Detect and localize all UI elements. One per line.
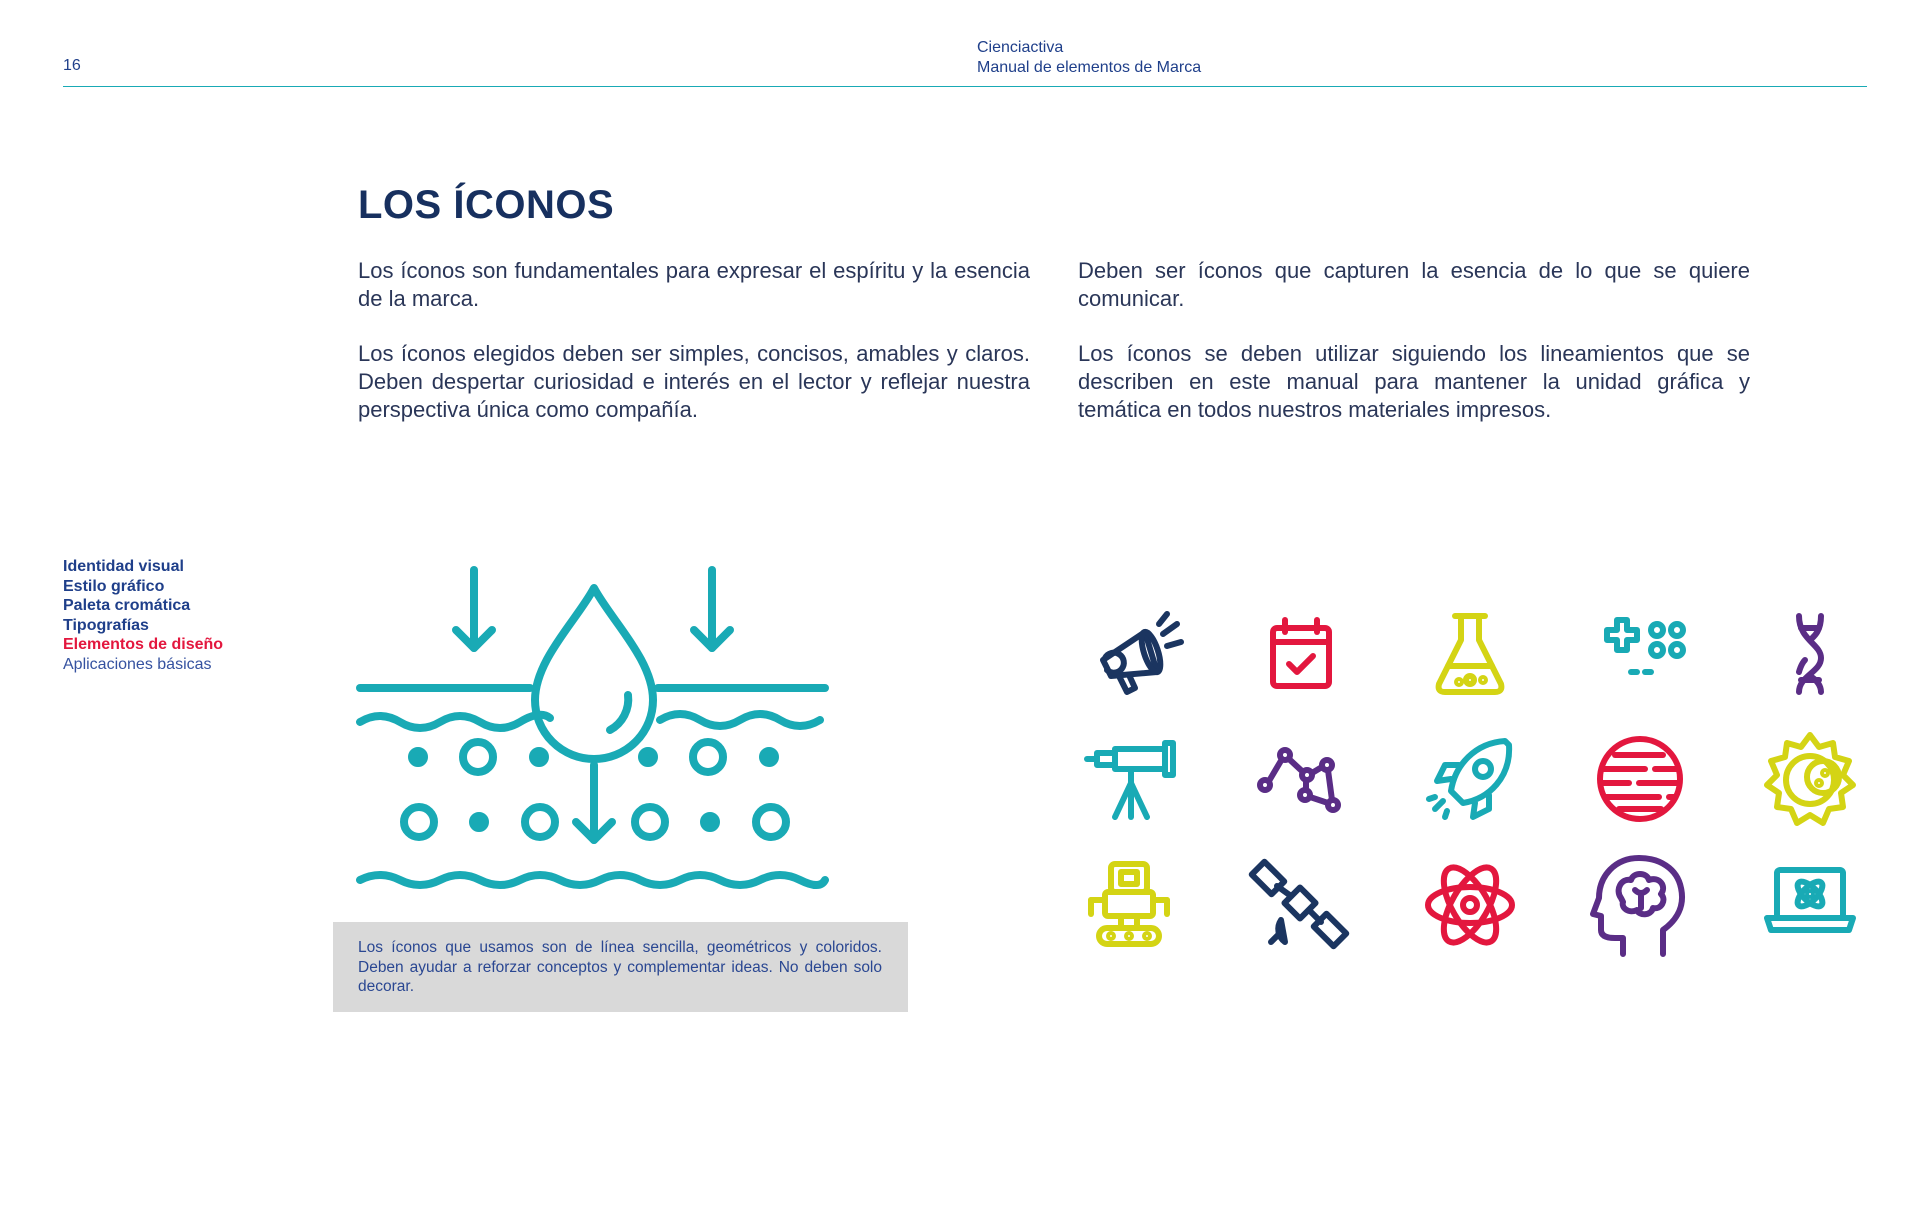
brand-name: Cienciactiva (977, 39, 1064, 56)
constellation-icon (1245, 725, 1355, 835)
right-text-column (1078, 257, 1750, 451)
paragraph: Los íconos son fundamentales para expresar el espíritu y la esencia de la marca. (358, 258, 1030, 311)
nav-item-paleta-cromatica[interactable]: Paleta cromática (63, 597, 191, 614)
telescope-icon (1075, 725, 1185, 835)
paragraph: Deben ser íconos que capturen la esencia de lo que se quiere comunicar. (1078, 258, 1750, 311)
robot-icon (1075, 850, 1185, 960)
math-symbols-icon (1585, 600, 1695, 710)
header-divider (63, 86, 1867, 87)
laptop-atom-icon (1755, 850, 1865, 960)
caption-text: Los íconos que usamos son de línea sencilla, geométricos y coloridos. Deben ayudar a reforzar conceptos y complementar ideas. No deben solo decorar. (358, 939, 882, 995)
document-header (977, 38, 1201, 78)
left-text-column (358, 257, 1030, 451)
page-number: 16 (63, 57, 81, 74)
dna-icon (1755, 600, 1865, 710)
icon-grid (1075, 600, 1865, 980)
rocket-icon (1415, 725, 1525, 835)
nav-item-estilo-grafico[interactable]: Estilo gráfico (63, 577, 165, 595)
nav-item-identidad-visual[interactable]: Identidad visual (63, 558, 184, 575)
megaphone-icon (1075, 600, 1185, 710)
nav-item-elementos-de-diseno[interactable]: Elementos de diseño (63, 636, 224, 653)
section-nav (63, 557, 223, 674)
caption-box (333, 922, 908, 1012)
paragraph: Los íconos elegidos deben ser simples, concisos, amables y claros. Deben despertar curiosidad e interés en el lector y reflejar nuestra perspectiva única como compañía. (358, 341, 1030, 422)
brain-head-icon (1585, 850, 1695, 960)
satellite-icon (1245, 850, 1355, 960)
calendar-icon (1245, 600, 1355, 710)
document-subtitle: Manual de elementos de Marca (977, 59, 1202, 76)
page-title: LOS ÍCONOS (358, 183, 615, 227)
skin-absorption-illustration (355, 560, 830, 890)
planet-icon (1585, 725, 1695, 835)
nav-item-tipografias[interactable]: Tipografías (63, 616, 149, 634)
paragraph: Los íconos se deben utilizar siguiendo los lineamientos que se describen en este manual para mantener la unidad gráfica y temática en todos nuestros materiales impresos. (1078, 341, 1750, 422)
atom-icon (1415, 850, 1525, 960)
nav-item-aplicaciones-basicas[interactable]: Aplicaciones básicas (63, 655, 212, 673)
flask-icon (1415, 600, 1525, 710)
eclipse-icon (1755, 725, 1865, 835)
